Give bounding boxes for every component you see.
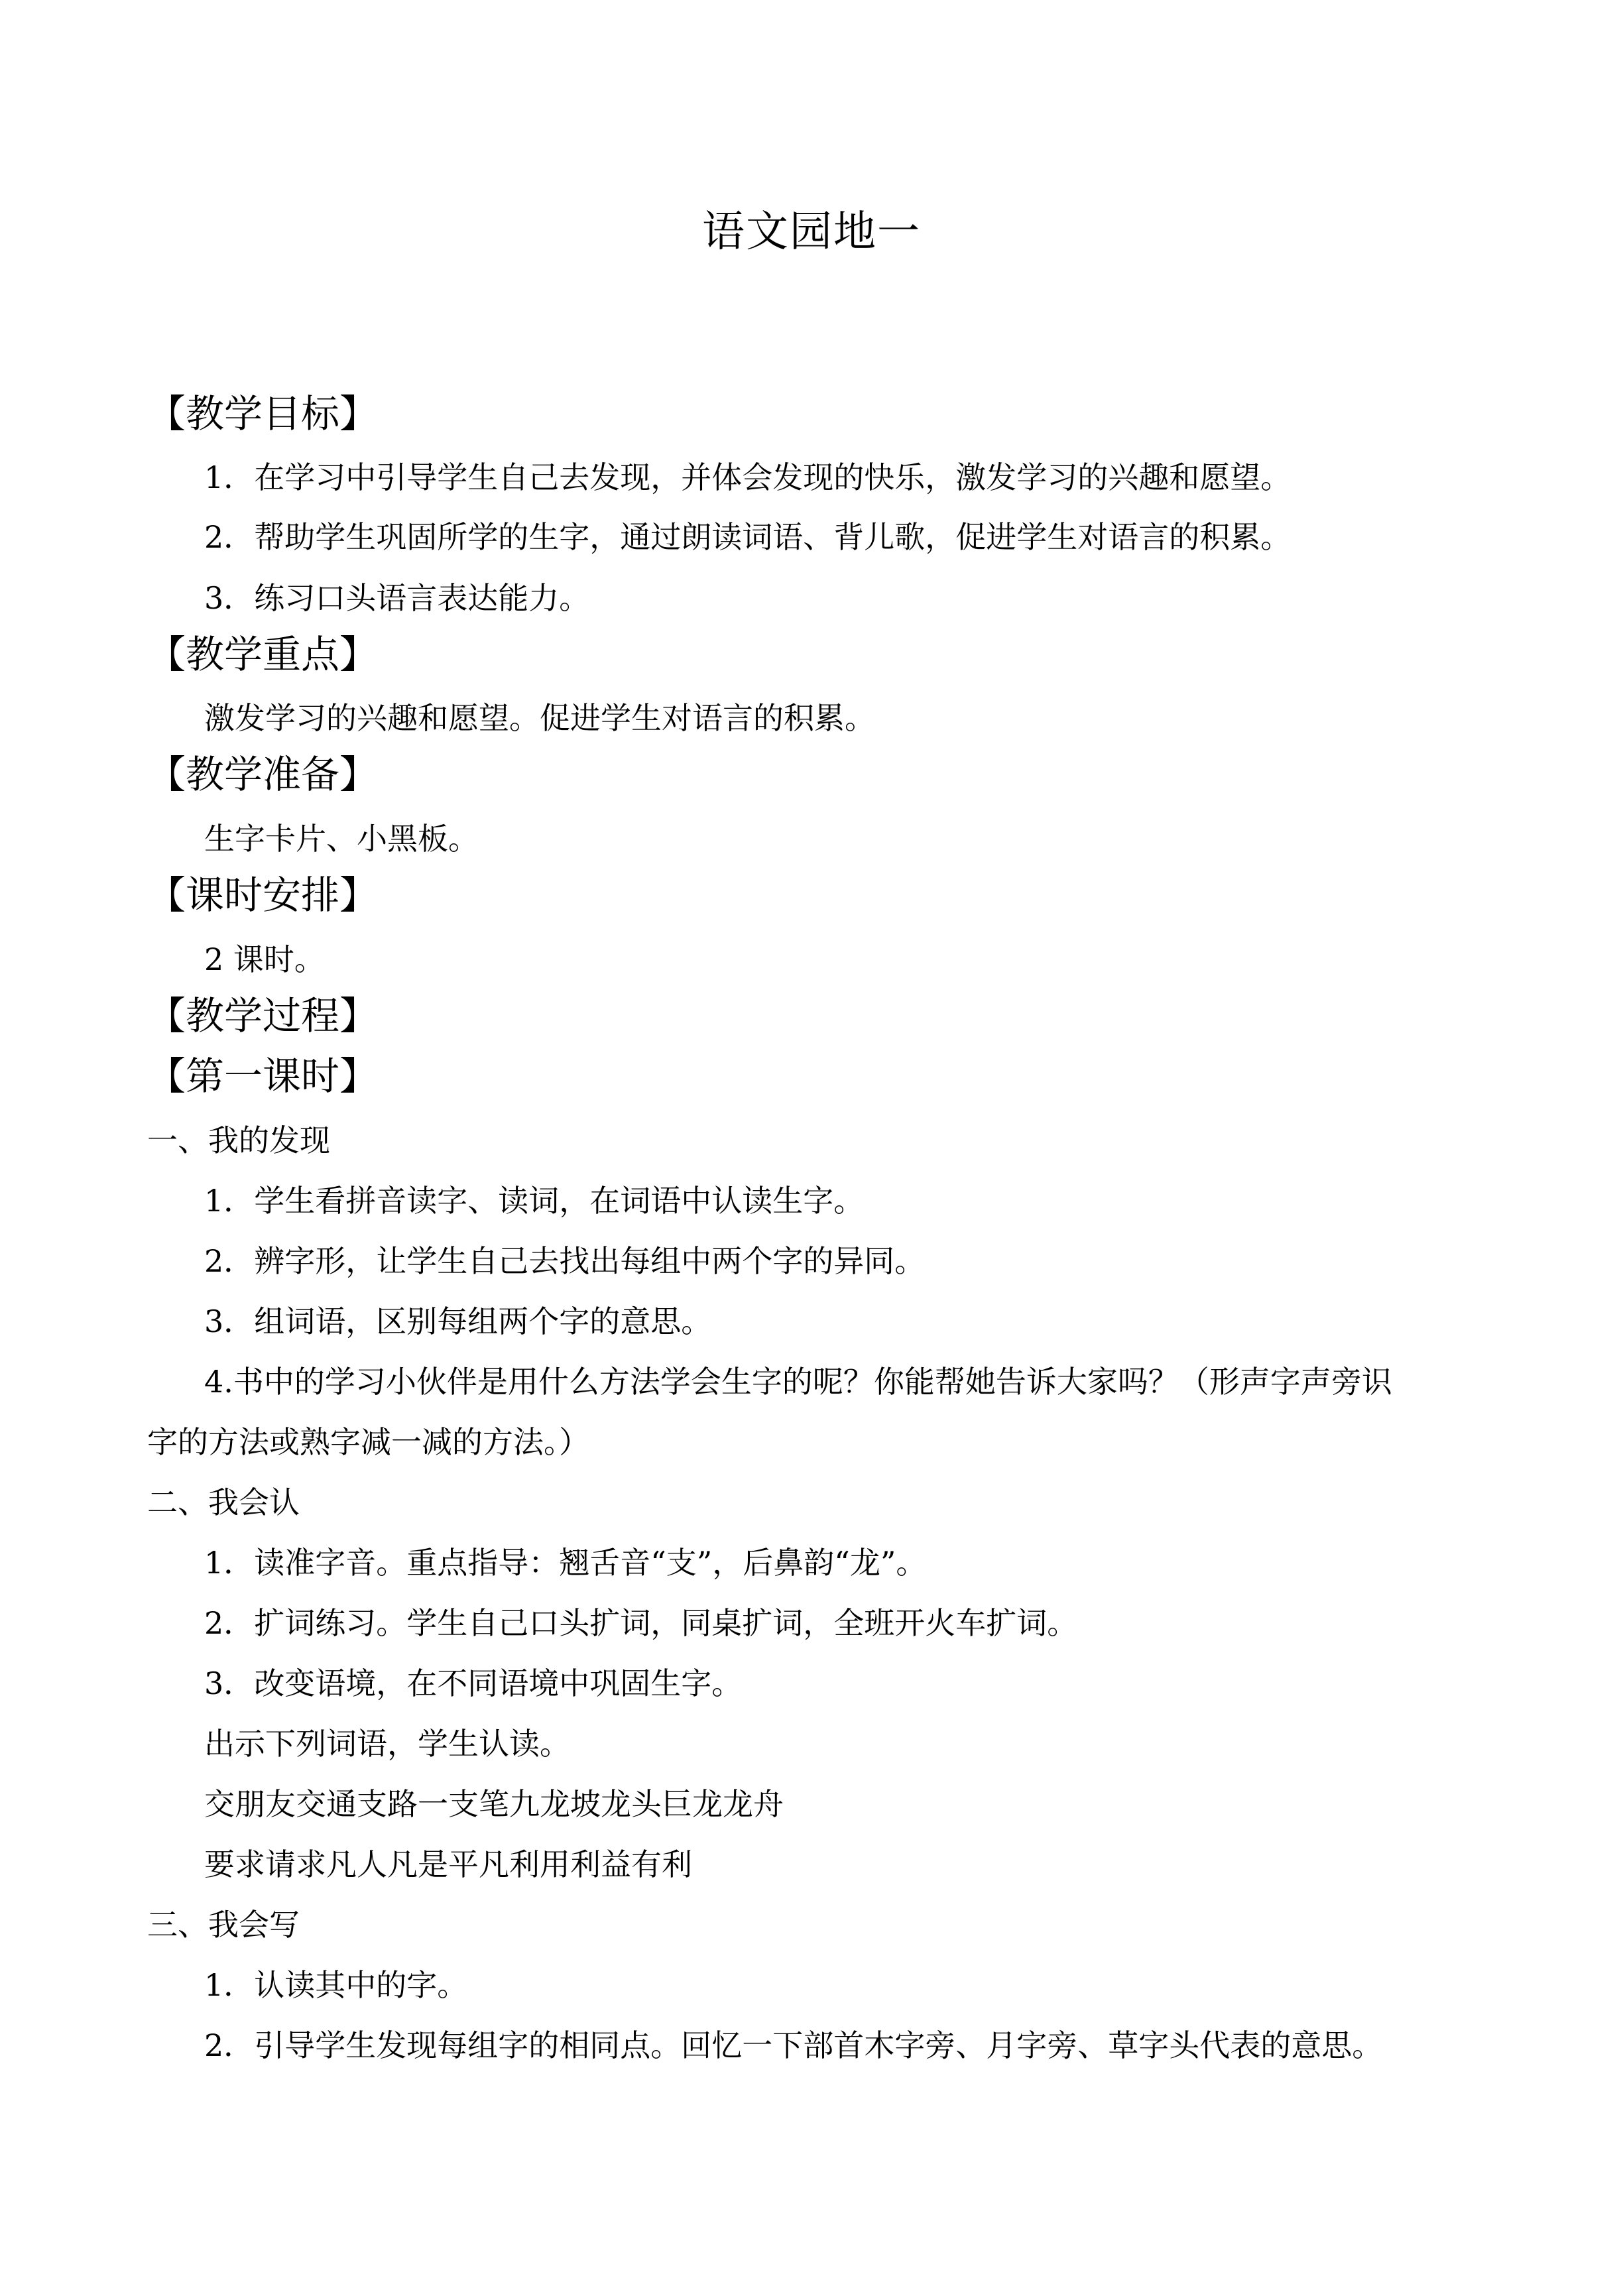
preparation-text: 生字卡片、小黑板。 [204, 821, 479, 857]
goal-item-3: 3．练习口头语言表达能力。 [204, 580, 590, 616]
subsection-i-can-recognize: 二、我会认 [147, 1484, 300, 1520]
recognize-item-1: 1．读准字音。重点指导：翘舌音“支”，后鼻韵“龙”。 [204, 1545, 927, 1581]
discovery-item-3: 3．组词语，区别每组两个字的意思。 [204, 1303, 712, 1339]
write-item-2: 2．引导学生发现每组字的相同点。回忆一下部首木字旁、月字旁、草字头代表的意思。 [204, 2027, 1383, 2063]
discovery-item-4-continued: 字的方法或熟字减一减的方法。） [147, 1424, 589, 1460]
key-points-text: 激发学习的兴趣和愿望。促进学生对语言的积累。 [204, 700, 875, 736]
word-list-1: 交朋友交通支路一支笔九龙坡龙头巨龙龙舟 [204, 1786, 784, 1822]
discovery-item-4: 4.书中的学习小伙伴是用什么方法学会生字的呢？你能帮她告诉大家吗？（形声字声旁识 [204, 1364, 1392, 1400]
recognize-item-3: 3．改变语境，在不同语境中巩固生字。 [204, 1665, 743, 1701]
section-heading-process: 【教学过程】 [147, 993, 379, 1038]
subsection-my-discovery: 一、我的发现 [147, 1122, 330, 1158]
recognize-item-2: 2．扩词练习。学生自己口头扩词，同桌扩词，全班开火车扩词。 [204, 1605, 1078, 1641]
goal-item-1: 1．在学习中引导学生自己去发现，并体会发现的快乐，激发学习的兴趣和愿望。 [204, 459, 1292, 495]
document-title: 语文园地一 [702, 208, 921, 257]
discovery-item-2: 2．辨字形，让学生自己去找出每组中两个字的异同。 [204, 1243, 926, 1279]
goal-item-2: 2．帮助学生巩固所学的生字，通过朗读词语、背儿歌，促进学生对语言的积累。 [204, 519, 1292, 555]
section-heading-teaching-goals: 【教学目标】 [147, 391, 379, 436]
section-heading-schedule: 【课时安排】 [147, 873, 379, 918]
section-heading-first-lesson: 【第一课时】 [147, 1054, 379, 1099]
recognize-instruction: 出示下列词语，学生认读。 [204, 1726, 570, 1762]
section-heading-preparation: 【教学准备】 [147, 752, 379, 797]
write-item-1: 1．认读其中的字。 [204, 1967, 468, 2003]
word-list-2: 要求请求凡人凡是平凡利用利益有利 [204, 1846, 692, 1882]
discovery-item-1: 1．学生看拼音读字、读词，在词语中认读生字。 [204, 1183, 865, 1219]
subsection-i-can-write: 三、我会写 [147, 1907, 300, 1943]
section-heading-key-points: 【教学重点】 [147, 632, 379, 677]
schedule-text: 2 课时。 [204, 941, 325, 977]
